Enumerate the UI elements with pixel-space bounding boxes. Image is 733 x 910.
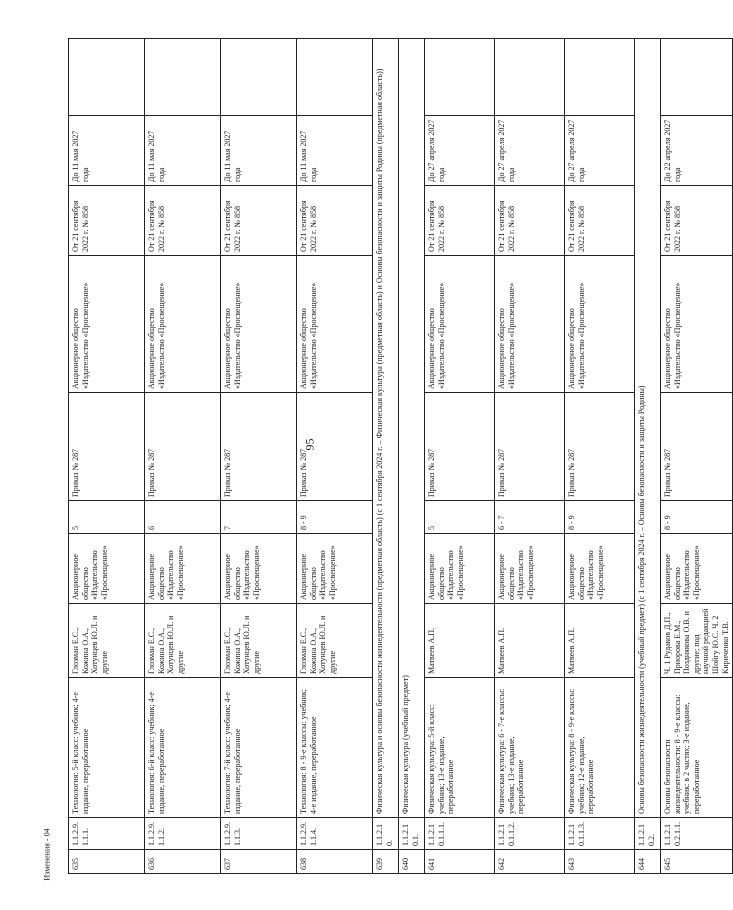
- cell-publisher: Акционерное общество «Издательство «Просвещение»: [425, 534, 495, 604]
- cell-authors: Ч. 1 Рудаков Д.П., Приорова Е.М., Позднякова О.В. и другие; под научной редакцией Шойгу Ю.С. Ч. 2 Кириченко Т.В.: [661, 604, 733, 678]
- cell-grade: 8 - 9: [297, 501, 373, 534]
- cell-num: 635: [69, 850, 145, 874]
- cell-code: 1.1.2.10.1.1.2.: [495, 818, 565, 850]
- cell-code: 1.1.2.9.1.1.2.: [145, 818, 221, 850]
- cell-publisher: Акционерное общество «Издательство «Просвещение»: [69, 534, 145, 604]
- cell-holder: Акционерное общество «Издательство «Просвещение»: [495, 256, 565, 393]
- cell-empty: [221, 39, 297, 116]
- cell-section-title: Физическая культура (учебный предмет): [399, 39, 425, 818]
- cell-code: 1.1.2.10.1.1.1.: [425, 818, 495, 850]
- cell-section-title: Основы безопасности жизнедеятельности (учебный предмет) (с 1 сентября 2024 г. – Основы безопасности и защиты Родины): [635, 39, 661, 818]
- table-row: [221, 39, 297, 874]
- cell-order: Приказ № 287: [145, 393, 221, 501]
- cell-term: До 11 мая 2027 года: [221, 116, 297, 186]
- table-row: [69, 39, 145, 874]
- cell-code: 1.1.2.9.1.1.3.: [221, 818, 297, 850]
- table-row: [565, 39, 635, 874]
- cell-section-title: Физическая культура и основы безопасности жизнедеятельности (предметная область) (с 1 сентября 2024 г. – Физическая культура (предметная область) и Основы безопасности и защиты Родины (предметная область)): [373, 39, 399, 818]
- cell-order: Приказ № 287: [425, 393, 495, 501]
- cell-empty: [565, 39, 635, 116]
- cell-empty: [145, 39, 221, 116]
- cell-authors: Глозман Е.С., Кожина О.А., Хотунцев Ю.Л. и другие: [145, 604, 221, 678]
- cell-term: До 22 апреля 2027 года: [661, 116, 733, 186]
- textbook-table: [68, 38, 733, 874]
- cell-code: 1.1.2.10.1.1.3.: [565, 818, 635, 850]
- table-body: [69, 39, 733, 874]
- cell-holder: Акционерное общество «Издательство «Просвещение»: [145, 256, 221, 393]
- cell-publisher: Акционерное общество «Издательство «Просвещение»: [221, 534, 297, 604]
- cell-order: Приказ № 287: [221, 393, 297, 501]
- cell-num: 645: [661, 850, 733, 874]
- cell-num: 644: [635, 850, 661, 874]
- cell-name: Технология: 5-й класс: учебник; 4-е издание, переработанное: [69, 678, 145, 818]
- cell-grade: 5: [69, 501, 145, 534]
- cell-date: От 21 сентября 2022 г. № 858: [297, 186, 373, 256]
- cell-date: От 21 сентября 2022 г. № 858: [425, 186, 495, 256]
- cell-authors: Матвеев А.П.: [495, 604, 565, 678]
- cell-num: 641: [425, 850, 495, 874]
- cell-grade: 5: [425, 501, 495, 534]
- cell-order: Приказ № 287: [69, 393, 145, 501]
- cell-holder: Акционерное общество «Издательство «Просвещение»: [297, 256, 373, 393]
- cell-holder: Акционерное общество «Издательство «Просвещение»: [69, 256, 145, 393]
- cell-date: От 21 сентября 2022 г. № 858: [145, 186, 221, 256]
- cell-holder: Акционерное общество «Издательство «Просвещение»: [221, 256, 297, 393]
- cell-date: От 21 сентября 2022 г. № 858: [661, 186, 733, 256]
- cell-publisher: Акционерное общество «Издательство «Просвещение»: [661, 534, 733, 604]
- cell-holder: Акционерное общество «Издательство «Просвещение»: [425, 256, 495, 393]
- cell-code: 1.1.2.10.1.: [399, 818, 425, 850]
- table-row: [425, 39, 495, 874]
- cell-name: Технология: 6-й класс: учебник; 4-е издание, переработанное: [145, 678, 221, 818]
- rotated-table-container: [68, 39, 730, 874]
- cell-order: Приказ № 287: [661, 393, 733, 501]
- cell-term: До 27 апреля 2027 года: [425, 116, 495, 186]
- cell-publisher: Акционерное общество «Издательство «Просвещение»: [565, 534, 635, 604]
- table-row: [145, 39, 221, 874]
- cell-publisher: Акционерное общество «Издательство «Просвещение»: [145, 534, 221, 604]
- cell-num: 638: [297, 850, 373, 874]
- cell-empty: [425, 39, 495, 116]
- cell-name: Физическая культура: 8 - 9-е классы: учебник; 12-е издание, переработанное: [565, 678, 635, 818]
- cell-grade: 6: [145, 501, 221, 534]
- cell-date: От 21 сентября 2022 г. № 858: [69, 186, 145, 256]
- cell-grade: 6 - 7: [495, 501, 565, 534]
- cell-order: Приказ № 287: [565, 393, 635, 501]
- cell-authors: Матвеев А.П.: [565, 604, 635, 678]
- cell-holder: Акционерное общество «Издательство «Просвещение»: [565, 256, 635, 393]
- cell-authors: Глозман Е.С., Кожина О.А., Хотунцев Ю.Л. и другие: [69, 604, 145, 678]
- cell-code: 1.1.2.9.1.1.4.: [297, 818, 373, 850]
- cell-num: 643: [565, 850, 635, 874]
- cell-code: 1.1.2.10.2.: [635, 818, 661, 850]
- cell-term: До 11 мая 2027 года: [297, 116, 373, 186]
- page-number: 95: [302, 438, 317, 451]
- cell-name: Основы безопасности жизнедеятельности: 8 - 9-е классы: учебник: в 2 частях; 3-е издание, переработанное: [661, 678, 733, 818]
- cell-num: 640: [399, 850, 425, 874]
- cell-order: Приказ № 287: [495, 393, 565, 501]
- section-row: [635, 39, 661, 874]
- section-row: [399, 39, 425, 874]
- cell-authors: Глозман Е.С., Кожина О.А., Хотунцев Ю.Л. и другие: [297, 604, 373, 678]
- cell-publisher: Акционерное общество «Издательство «Просвещение»: [495, 534, 565, 604]
- cell-empty: [69, 39, 145, 116]
- cell-empty: [661, 39, 733, 116]
- cell-num: 639: [373, 850, 399, 874]
- cell-grade: 7: [221, 501, 297, 534]
- cell-term: До 11 мая 2027 года: [69, 116, 145, 186]
- cell-publisher: Акционерное общество «Издательство «Просвещение»: [297, 534, 373, 604]
- cell-term: До 27 апреля 2027 года: [495, 116, 565, 186]
- cell-num: 637: [221, 850, 297, 874]
- table-row: [495, 39, 565, 874]
- cell-authors: Матвеев А.П.: [425, 604, 495, 678]
- cell-name: Технология: 8 - 9-е классы: учебник; 4-е издание, переработанное: [297, 678, 373, 818]
- cell-date: От 21 сентября 2022 г. № 858: [221, 186, 297, 256]
- cell-code: 1.1.2.10.2.1.1.: [661, 818, 733, 850]
- cell-grade: 8 - 9: [565, 501, 635, 534]
- cell-num: 642: [495, 850, 565, 874]
- cell-term: До 11 мая 2027 года: [145, 116, 221, 186]
- cell-order: Приказ № 287: [297, 393, 373, 501]
- cell-name: Технология: 7-й класс: учебник; 4-е издание, переработанное: [221, 678, 297, 818]
- cell-name: Физическая культура: 5-й класс: учебник; 13-е издание, переработанное: [425, 678, 495, 818]
- cell-term: До 27 апреля 2027 года: [565, 116, 635, 186]
- cell-grade: 8 - 9: [661, 501, 733, 534]
- section-row: [373, 39, 399, 874]
- cell-authors: Глозман Е.С., Кожина О.А., Хотунцев Ю.Л. и другие: [221, 604, 297, 678]
- cell-code: 1.1.2.10.: [373, 818, 399, 850]
- cell-holder: Акционерное общество «Издательство «Просвещение»: [661, 256, 733, 393]
- cell-date: От 21 сентября 2022 г. № 858: [495, 186, 565, 256]
- cell-name: Физическая культура: 6 - 7-е классы: учебник; 13-е издание, переработанное: [495, 678, 565, 818]
- table-row: [297, 39, 373, 874]
- cell-empty: [297, 39, 373, 116]
- footer-note: Изменения - 04: [42, 828, 52, 881]
- table-row: [661, 39, 733, 874]
- cell-code: 1.1.2.9.1.1.1.: [69, 818, 145, 850]
- cell-date: От 21 сентября 2022 г. № 858: [565, 186, 635, 256]
- cell-empty: [495, 39, 565, 116]
- cell-num: 636: [145, 850, 221, 874]
